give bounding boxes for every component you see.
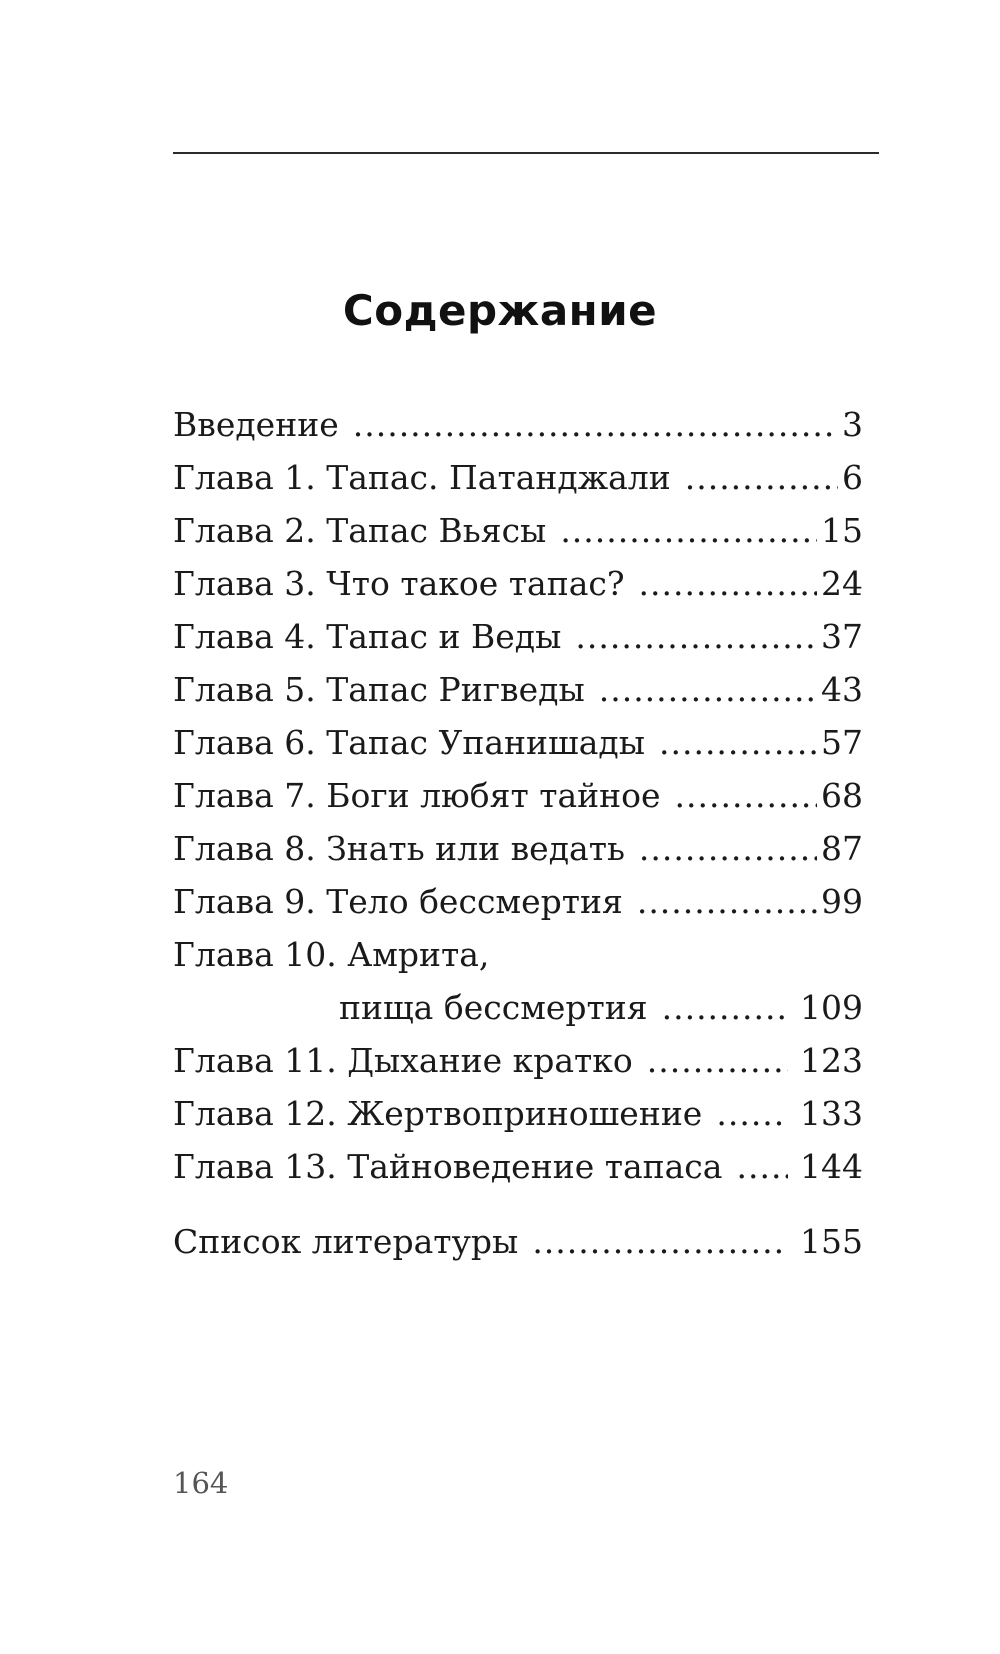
toc-entry-chapter-3[interactable] xyxy=(173,557,863,610)
leader-dots xyxy=(736,1140,788,1193)
toc-entry-page: 109 xyxy=(800,988,863,1027)
leader-dots xyxy=(575,610,817,663)
toc-entry-page: 155 xyxy=(800,1222,863,1261)
toc-entry-page: 43 xyxy=(821,670,863,709)
toc-entry-chapter-1[interactable] xyxy=(173,451,863,504)
toc-entry-chapter-8[interactable] xyxy=(173,822,863,875)
section-gap xyxy=(173,1193,863,1215)
leader-dots xyxy=(675,769,817,822)
toc-entry-label: Список литературы xyxy=(173,1222,519,1261)
toc-entry-chapter-5[interactable] xyxy=(173,663,863,716)
leader-dots xyxy=(662,981,788,1034)
toc-entry-chapter-12[interactable] xyxy=(173,1087,863,1140)
toc-entry-chapter-9[interactable] xyxy=(173,875,863,928)
toc-entry-page: 3 xyxy=(842,405,863,444)
toc-entry-page: 24 xyxy=(821,564,863,603)
leader-dots xyxy=(599,663,817,716)
toc-entry-label: Глава 2. Тапас Вьясы xyxy=(173,511,547,550)
toc-entry-chapter-2[interactable] xyxy=(173,504,863,557)
toc-entry-page: 99 xyxy=(821,882,863,921)
toc-entry-page: 123 xyxy=(800,1041,863,1080)
toc-entry-label: Глава 3. Что такое тапас? xyxy=(173,564,625,603)
toc-entry-label: Глава 7. Боги любят тайное xyxy=(173,776,661,815)
toc-entry-label: Глава 12. Жертвоприношение xyxy=(173,1094,703,1133)
toc-entry-label: Глава 11. Дыхание кратко xyxy=(173,1041,633,1080)
toc-entry-label: Глава 9. Тело бессмертия xyxy=(173,882,623,921)
toc-entry-label: Глава 4. Тапас и Веды xyxy=(173,617,562,656)
toc-entry-page: 57 xyxy=(821,723,863,762)
toc-entry-introduction[interactable] xyxy=(173,398,863,451)
toc-entry-chapter-10-line2[interactable] xyxy=(173,981,863,1034)
leader-dots xyxy=(639,822,817,875)
toc-entry-label: Введение xyxy=(173,405,339,444)
leader-dots xyxy=(647,1034,788,1087)
toc-entry-label: Глава 6. Тапас Упанишады xyxy=(173,723,645,762)
page-number: 164 xyxy=(173,1466,229,1500)
toc-entry-label: пища бессмертия xyxy=(339,988,648,1027)
leader-dots xyxy=(353,398,838,451)
toc-entry-chapter-11[interactable] xyxy=(173,1034,863,1087)
leader-dots xyxy=(639,557,817,610)
leader-dots xyxy=(560,504,817,557)
toc-entry-chapter-4[interactable] xyxy=(173,610,863,663)
toc-entry-page: 15 xyxy=(821,511,863,550)
toc-entry-page: 6 xyxy=(842,458,863,497)
toc-entry-page: 133 xyxy=(800,1094,863,1133)
toc-entry-label: Глава 5. Тапас Ригведы xyxy=(173,670,585,709)
header-rule xyxy=(173,152,879,154)
table-of-contents xyxy=(173,398,863,1268)
leader-dots xyxy=(532,1215,788,1268)
leader-dots xyxy=(685,451,838,504)
toc-entry-page: 68 xyxy=(821,776,863,815)
leader-dots xyxy=(659,716,817,769)
toc-entry-page: 37 xyxy=(821,617,863,656)
leader-dots xyxy=(637,875,817,928)
toc-entry-bibliography[interactable] xyxy=(173,1215,863,1268)
toc-entry-page: 87 xyxy=(821,829,863,868)
toc-entry-chapter-10-line1[interactable]: Глава 10. Амрита, xyxy=(173,935,490,974)
toc-entry-label: Глава 1. Тапас. Патанджали xyxy=(173,458,671,497)
page-title: Содержание xyxy=(342,286,658,335)
toc-entry-chapter-7[interactable] xyxy=(173,769,863,822)
toc-entry-page: 144 xyxy=(800,1147,863,1186)
leader-dots xyxy=(716,1087,788,1140)
toc-entry-label: Глава 13. Тайноведение тапаса xyxy=(173,1147,723,1186)
toc-entry-chapter-13[interactable] xyxy=(173,1140,863,1193)
toc-entry-label: Глава 8. Знать или ведать xyxy=(173,829,625,868)
toc-entry-chapter-6[interactable] xyxy=(173,716,863,769)
